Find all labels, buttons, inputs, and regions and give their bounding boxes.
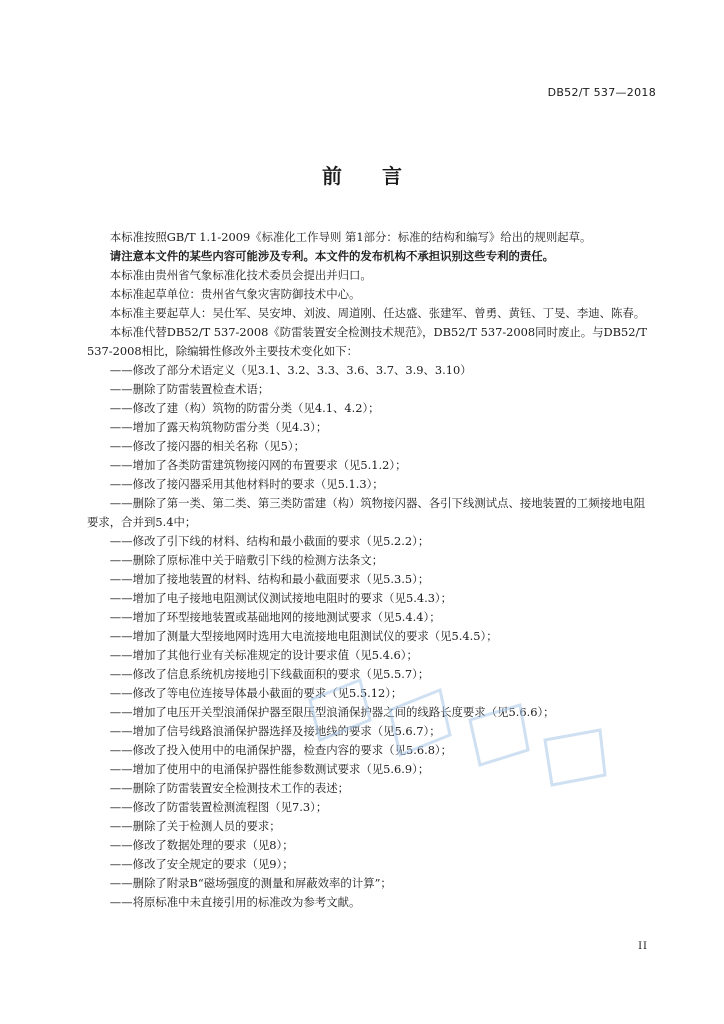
- list-item: ——删除了关于检测人员的要求；: [109, 819, 281, 833]
- list-item: ——修改了接闪器采用其他材料时的要求（见5.1.3）；: [109, 477, 384, 491]
- paragraph-drafting-unit: 本标准起草单位：贵州省气象灾害防御技术中心。: [109, 287, 361, 301]
- list-item: ——修改了建（构）筑物的防雷分类（见4.1、4.2）；: [109, 401, 380, 415]
- list-item: ——增加了接地装置的材料、结构和最小截面要求（见5.3.5）；: [109, 572, 430, 586]
- list-item: ——增加了电压开关型浪涌保护器至限压型浪涌保护器之间的线路长度要求（见5.6.6）；: [109, 705, 555, 719]
- list-item: ——删除了第一类、第二类、第三类防雷建（构）筑物接闪器、各引下线测试点、接地装置的工频接地电阻要求，合并到5.4中；: [87, 496, 646, 529]
- list-item: ——删除了防雷装置检查术语；: [109, 382, 270, 396]
- document-code: DB52/T 537—2018: [547, 86, 656, 99]
- paragraph-drafting-rules: 本标准按照GB/T 1.1-2009《标准化工作导则 第1部分：标准的结构和编写》给出的规则起草。: [109, 230, 592, 244]
- list-item: ——修改了数据处理的要求（见8）；: [109, 838, 294, 852]
- title-char-2: 言: [382, 164, 402, 188]
- page-title: [0, 160, 724, 189]
- list-item: ——增加了电子接地电阻测试仪测试接地电阻时的要求（见5.4.3）；: [109, 591, 453, 605]
- list-item: ——增加了使用中的电涌保护器性能参数测试要求（见5.6.9）；: [109, 762, 430, 776]
- list-item: ——增加了环型接地装置或基础地网的接地测试要求（见5.4.4）；: [109, 610, 441, 624]
- paragraph-drafters: 本标准主要起草人：吴仕军、吴安坤、刘波、周道刚、任达盛、张建军、曾勇、黄钰、丁旻、李迪、陈春。: [109, 306, 646, 320]
- list-item: ——将原标准中未直接引用的标准改为参考文献。: [109, 895, 361, 909]
- list-item: ——修改了投入使用中的电涌保护器，检查内容的要求（见5.6.8）；: [109, 743, 453, 757]
- paragraph-proposer: 本标准由贵州省气象标准化技术委员会提出并归口。: [109, 268, 372, 282]
- list-item: ——增加了信号线路浪涌保护器选择及接地线的要求（见5.6.7）；: [109, 724, 441, 738]
- list-item: ——修改了等电位连接导体最小截面的要求（见5.5.12）；: [109, 686, 403, 700]
- change-list: [87, 361, 655, 912]
- list-item: ——修改了信息系统机房接地引下线截面积的要求（见5.5.7）；: [109, 667, 430, 681]
- list-item: ——删除了防雷装置安全检测技术工作的表述；: [109, 781, 350, 795]
- foreword-body: [87, 228, 655, 912]
- title-char-1: 前: [322, 164, 342, 188]
- list-item: ——增加了露天构筑物防雷分类（见4.3）；: [109, 420, 328, 434]
- list-item: ——修改了引下线的材料、结构和最小截面的要求（见5.2.2）；: [109, 534, 430, 548]
- list-item: ——修改了接闪器的相关名称（见5）；: [109, 439, 305, 453]
- list-item: ——删除了附录B“磁场强度的测量和屏蔽效率的计算”；: [109, 876, 392, 890]
- list-item: ——修改了防雷装置检测流程图（见7.3）；: [109, 800, 328, 814]
- list-item: ——删除了原标准中关于暗敷引下线的检测方法条文；: [109, 553, 384, 567]
- list-item: ——修改了部分术语定义（见3.1、3.2、3.3、3.6、3.7、3.9、3.10）: [109, 363, 472, 377]
- paragraph-patent-notice: 请注意本文件的某些内容可能涉及专利。本文件的发布机构不承担识别这些专利的责任。: [109, 249, 555, 263]
- list-item: ——增加了其他行业有关标准规定的设计要求值（见5.4.6）；: [109, 648, 418, 662]
- list-item: ——修改了安全规定的要求（见9）；: [109, 857, 294, 871]
- list-item: ——增加了各类防雷建筑物接闪网的布置要求（见5.1.2）；: [109, 458, 407, 472]
- page-number: II: [638, 941, 648, 952]
- paragraph-replacement: 本标准代替DB52/T 537-2008《防雷装置安全检测技术规范》，DB52/T 537-2008同时废止。与DB52/T 537-2008相比，除编辑性修改外主要技术变化如下：: [87, 325, 647, 358]
- list-item: ——增加了测量大型接地网时选用大电流接地电阻测试仪的要求（见5.4.5）；: [109, 629, 498, 643]
